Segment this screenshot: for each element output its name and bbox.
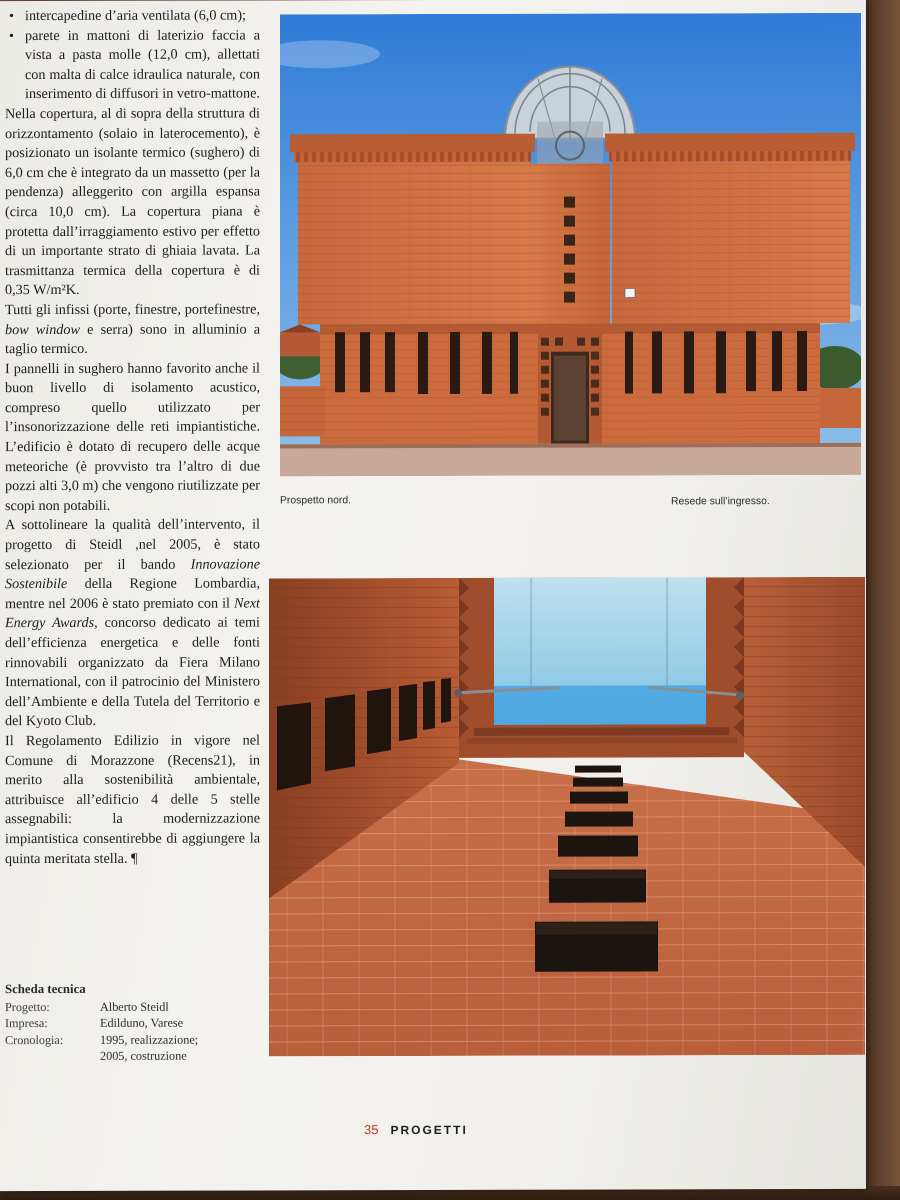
sheet-title: Scheda tecnica	[5, 981, 86, 997]
text-run: , concorso dedicato ai temi dell’efficienza energetica e delle fonti rinnovabili organizzato da Fiera Milano International, con il patrocinio del Ministero dell’Ambiente e della Tutela del Territorio e del Kyoto Club.	[5, 614, 260, 730]
paragraph-roof: Nella copertura, al di sopra della struttura di orizzontamento (solaio in laterocemento), è posizionato un isolante termico (sughero) di 6,0 cm che è integrato da un massetto (per la pendenza) alleggerito con argilla espansa (circa 10,0 cm). La copertura piana è protetta dall’irraggiamento estivo per effetto di un importante strato di ghiaia lavata. La trasmittanza termica della copertura è di 0,35 W/m²K.	[5, 105, 260, 299]
caption-left: Prospetto nord.	[280, 495, 352, 507]
entrance-courtyard-photo	[269, 577, 865, 1057]
desk-surface-right	[862, 0, 900, 1200]
sheet-key: Progetto:	[5, 999, 50, 1014]
facade-illustration	[280, 13, 861, 477]
bullet-list	[5, 6, 260, 105]
italic-run: Next Energy Awards	[5, 595, 260, 632]
courtyard-illustration	[269, 577, 865, 1057]
text-run: e serra) sono in alluminio a taglio termico.	[5, 320, 260, 358]
technical-sheet	[5, 980, 260, 1065]
italic-run: bow window	[5, 321, 80, 338]
page-folio	[364, 1122, 468, 1137]
text-run: A sottolineare la qualità dell’intervento, il progetto di Steidl ,nel 2005, è stato selezionato per il bando	[5, 516, 260, 573]
section-label: PROGETTI	[390, 1122, 468, 1138]
sheet-row	[5, 1031, 260, 1048]
body-text-column	[5, 6, 260, 869]
sheet-value: 2005, costruzione	[100, 1049, 187, 1064]
paragraph-award	[5, 516, 260, 732]
bullet-item: • intercapedine d’aria ventilata (6,0 cm);	[5, 6, 260, 26]
bullet-item: • parete in mattoni di laterizio faccia a vista a pasta molle (12,0 cm), allettati con malta di calce idraulica naturale, con inserimento di diffusori in vetro-mattone.	[5, 26, 260, 105]
paragraph-cork: I pannelli in sughero hanno favorito anche il buon livello di isolamento acustico, compreso quello utilizzato per l’insonorizzazione delle reti impiantistiche. L’edificio è dotato di recupero delle acque meteoriche (è provvisto tra l’altro di due pozzi alti 3,0 m) che vengono riutilizzate per scopi non potabili.	[5, 360, 260, 514]
paragraph-windows	[5, 300, 260, 359]
sheet-value: Edilduno, Varese	[100, 1015, 184, 1031]
sheet-value: Alberto Steidl	[100, 999, 169, 1014]
page-number: 35	[364, 1122, 379, 1138]
sheet-row	[5, 1015, 260, 1032]
north-facade-photo	[280, 13, 861, 477]
sheet-key: Impresa:	[5, 1016, 48, 1031]
paragraph-regulation: Il Regolamento Edilizio in vigore nel Comune di Morazzone (Recens21), in merito alla sostenibilità ambientale, attribuisce all’edificio 4 delle 5 stelle assegnabili: la modernizzazione impiantistica consentirebbe di aggiungere la quinta meritata stella. ¶	[5, 732, 260, 867]
text-run: della Regione Lombardia, mentre nel 2006 è stato premiato con il	[5, 575, 260, 612]
text-run: Tutti gli infissi (porte, finestre, portefinestre,	[5, 301, 260, 319]
caption-right: Resede sull’ingresso.	[671, 496, 770, 508]
sheet-row	[5, 1048, 260, 1065]
italic-run: Innovazione Sostenibile	[5, 556, 260, 593]
sheet-row	[5, 998, 260, 1015]
sheet-key: Cronologia:	[5, 1032, 64, 1047]
sheet-value: 1995, realizzazione;	[100, 1032, 199, 1047]
sheet-key	[5, 1048, 100, 1065]
